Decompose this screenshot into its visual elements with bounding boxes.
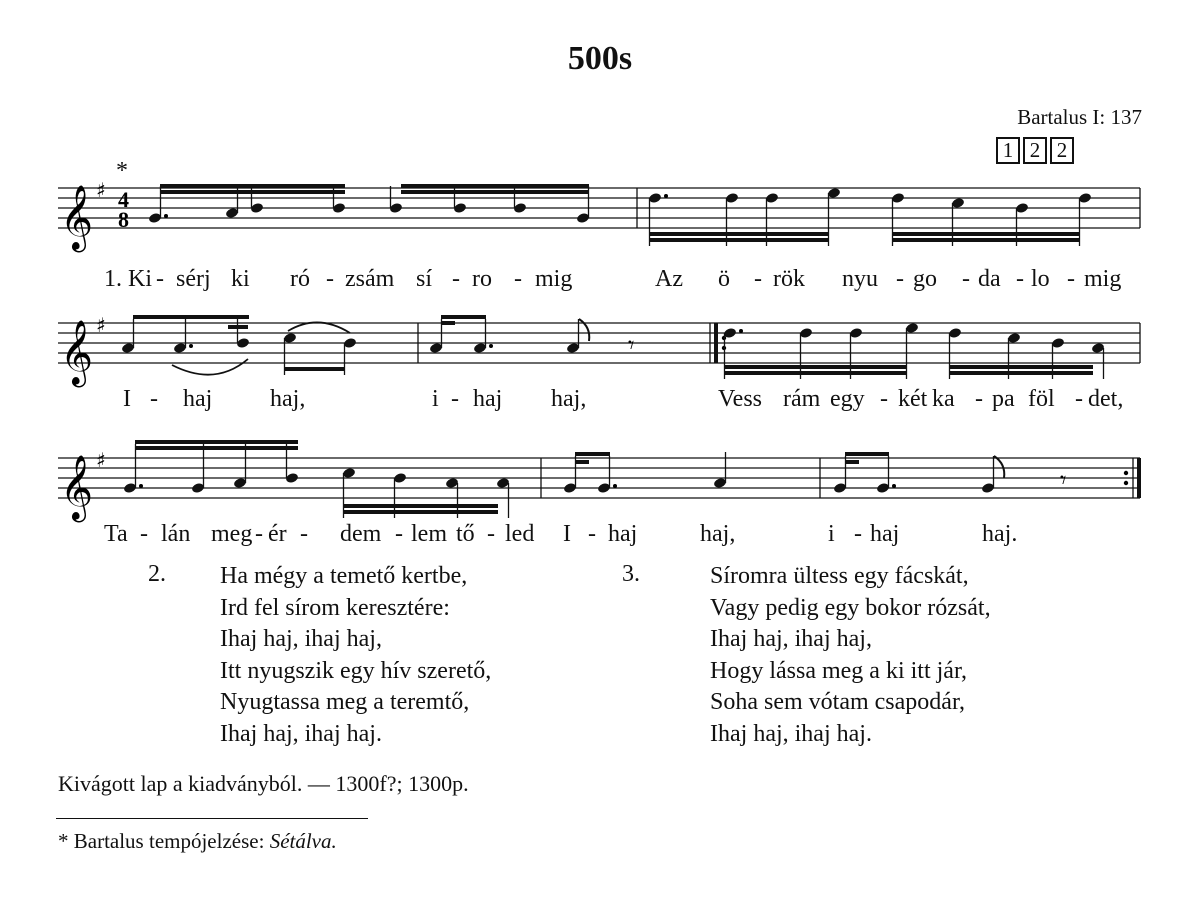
- beam: [892, 232, 1080, 236]
- lyric-syllable: ö: [718, 266, 730, 292]
- verse-line: Ha mégy a temető kertbe,: [220, 563, 468, 589]
- beam: [133, 315, 249, 319]
- lyric-syllable: meg: [211, 521, 253, 547]
- lyric-syllable: haj: [608, 521, 638, 547]
- syllable-hyphen: -: [514, 266, 522, 292]
- syllable-hyphen: -: [1067, 266, 1075, 292]
- beam: [441, 321, 455, 325]
- source-note: Kivágott lap a kiadványból. — 1300f?; 1300p.: [58, 771, 469, 796]
- syllable-hyphen: -: [854, 521, 862, 547]
- verse-number: 2.: [148, 561, 166, 587]
- lyric-syllable: pa: [992, 386, 1015, 412]
- treble-clef-icon: 𝄞: [60, 320, 94, 385]
- syllable-hyphen: -: [452, 266, 460, 292]
- lyric-syllable: go: [913, 266, 937, 292]
- page-title: 500s: [567, 40, 633, 77]
- beam: [441, 315, 486, 319]
- augmentation-dot: [189, 344, 193, 348]
- beam: [344, 510, 498, 514]
- syllable-hyphen: -: [962, 266, 970, 292]
- lyric-syllable: lem: [411, 521, 447, 547]
- verse-number: 3.: [622, 561, 640, 587]
- syllable-hyphen: -: [975, 386, 983, 412]
- lyric-syllable: I: [563, 521, 571, 547]
- eighth-rest-icon: 𝄾: [628, 331, 635, 359]
- beam: [845, 460, 859, 464]
- slur: [172, 359, 248, 375]
- lyric-syllable: ka: [932, 386, 955, 412]
- lyric-syllable: led: [505, 521, 535, 547]
- lyric-syllable: rám: [783, 386, 821, 412]
- syllable-hyphen: -: [326, 266, 334, 292]
- lyric-syllable: haj,: [700, 521, 736, 547]
- box-number: 2: [1050, 137, 1074, 164]
- syllable-hyphen: -: [300, 521, 308, 547]
- verse-line: Nyugtassa meg a teremtő,: [220, 689, 470, 715]
- lyric-syllable: haj: [870, 521, 900, 547]
- lyric-syllable: haj.: [982, 521, 1018, 547]
- verse-2: [220, 561, 491, 750]
- augmentation-dot: [892, 484, 896, 488]
- syllable-hyphen: -: [156, 266, 164, 292]
- syllable-hyphen: -: [1016, 266, 1024, 292]
- beam: [401, 184, 589, 188]
- lyric-syllable: Az: [655, 266, 683, 292]
- repeat-dot: [1124, 481, 1128, 485]
- syllable-hyphen: -: [451, 386, 459, 412]
- time-signature-numerator: 4: [118, 187, 129, 212]
- lyric-syllable: egy: [830, 386, 865, 412]
- beam: [575, 452, 610, 456]
- lyric-syllable: zsám: [345, 266, 395, 292]
- footnote-mark: *: [58, 829, 69, 853]
- lyric-syllable: két: [898, 386, 928, 412]
- verse-line: Ihaj haj, ihaj haj.: [220, 720, 382, 747]
- verse-line: Vagy pedig egy bokor rózsát,: [710, 594, 991, 621]
- box-number: 1: [996, 137, 1020, 164]
- beam: [892, 238, 1080, 242]
- lyric-syllable: 1. Ki: [104, 266, 152, 292]
- augmentation-dot: [139, 484, 143, 488]
- treble-clef-icon: 𝄞: [60, 185, 94, 250]
- lyric-syllable: i: [828, 521, 835, 547]
- syllable-hyphen: -: [487, 521, 495, 547]
- lyric-syllable: haj: [473, 386, 503, 412]
- syllable-hyphen: -: [255, 521, 263, 547]
- beam: [950, 371, 1093, 375]
- syllable-hyphen: -: [896, 266, 904, 292]
- lyric-syllable: dem: [340, 521, 382, 547]
- lyric-syllable: I: [123, 386, 131, 412]
- lyric-syllable: ró: [290, 266, 310, 292]
- augmentation-dot: [613, 484, 617, 488]
- syllable-hyphen: -: [880, 386, 888, 412]
- flag: [994, 456, 1004, 478]
- beam: [575, 460, 589, 464]
- footnote-text: Bartalus tempójelzése:: [73, 829, 270, 853]
- lyric-syllable: föl: [1028, 386, 1055, 412]
- lyric-syllable: sérj: [176, 266, 211, 292]
- lyric-syllable: ro: [472, 266, 492, 292]
- eighth-rest-icon: 𝄾: [1060, 466, 1067, 494]
- sharp-icon: ♯: [96, 448, 106, 472]
- verse-line: Soha sem vótam csapodár,: [710, 689, 965, 715]
- tie: [288, 322, 350, 333]
- lyric-syllable: tő: [456, 521, 475, 547]
- beam: [344, 504, 498, 508]
- box-number: 2: [1023, 137, 1047, 164]
- lyric-syllable: lo: [1031, 266, 1050, 292]
- beam: [401, 190, 589, 194]
- syllable-hyphen: -: [140, 521, 148, 547]
- verse-line: Ihaj haj, ihaj haj.: [710, 720, 872, 747]
- footnote: [58, 829, 337, 854]
- beam: [724, 371, 907, 375]
- lyric-syllable: haj,: [551, 386, 587, 412]
- lyric-syllable: mig: [1084, 266, 1122, 292]
- verse-line: Ird fel sírom keresztére:: [220, 594, 450, 621]
- augmentation-dot: [164, 214, 168, 218]
- syllable-hyphen: -: [754, 266, 762, 292]
- source-reference: Bartalus I: 137: [1017, 105, 1142, 129]
- verse-3: [710, 561, 991, 750]
- sharp-icon: ♯: [96, 313, 106, 337]
- augmentation-dot: [489, 344, 493, 348]
- lyric-syllable: ki: [231, 266, 250, 292]
- lyric-syllable: ér: [268, 521, 287, 547]
- verse-line: Ihaj haj, ihaj haj,: [220, 626, 382, 652]
- lyric-syllable: Vess: [718, 386, 763, 412]
- repeat-dot: [1124, 471, 1128, 475]
- treble-clef-icon: 𝄞: [60, 455, 94, 520]
- syllable-hyphen: -: [1075, 386, 1083, 412]
- beam: [950, 365, 1093, 369]
- beam: [160, 190, 345, 194]
- augmentation-dot: [739, 329, 743, 333]
- verse-line: Itt nyugszik egy hív szerető,: [220, 657, 492, 684]
- tempo-footnote-marker: *: [116, 158, 128, 184]
- syllable-hyphen: -: [150, 386, 158, 412]
- augmentation-dot: [664, 194, 668, 198]
- verse-line: Hogy lássa meg a ki itt jár,: [710, 657, 967, 684]
- lyric-syllable: haj: [183, 386, 213, 412]
- lyric-syllable: nyu: [842, 266, 878, 292]
- lyric-syllable: sí: [416, 266, 433, 292]
- beam: [135, 440, 298, 444]
- lyric-syllable: i: [432, 386, 439, 412]
- sharp-icon: ♯: [96, 178, 106, 202]
- beam: [724, 365, 907, 369]
- syllable-hyphen: -: [588, 521, 596, 547]
- beam: [228, 325, 248, 329]
- lyric-syllable: mig: [535, 266, 573, 292]
- verse-line: Ihaj haj, ihaj haj,: [710, 626, 872, 652]
- flag: [579, 319, 589, 341]
- lyric-syllable: det,: [1088, 386, 1124, 412]
- beam: [845, 452, 889, 456]
- time-signature-denominator: 8: [118, 207, 129, 232]
- beam: [284, 367, 344, 371]
- syllable-hyphen: -: [395, 521, 403, 547]
- beam: [649, 238, 829, 242]
- beam: [649, 232, 829, 236]
- lyric-syllable: lán: [161, 521, 191, 547]
- footnote-rule: [56, 818, 368, 819]
- footnote-tempo: Sétálva.: [269, 829, 337, 853]
- beam: [135, 446, 298, 450]
- lyric-syllable: rök: [773, 266, 805, 292]
- beam: [160, 184, 345, 188]
- lyric-syllable: da: [978, 266, 1001, 292]
- lyric-syllable: Ta: [104, 521, 128, 547]
- lyric-syllable: haj,: [270, 386, 306, 412]
- verse-line: Síromra ültess egy fácskát,: [710, 563, 969, 589]
